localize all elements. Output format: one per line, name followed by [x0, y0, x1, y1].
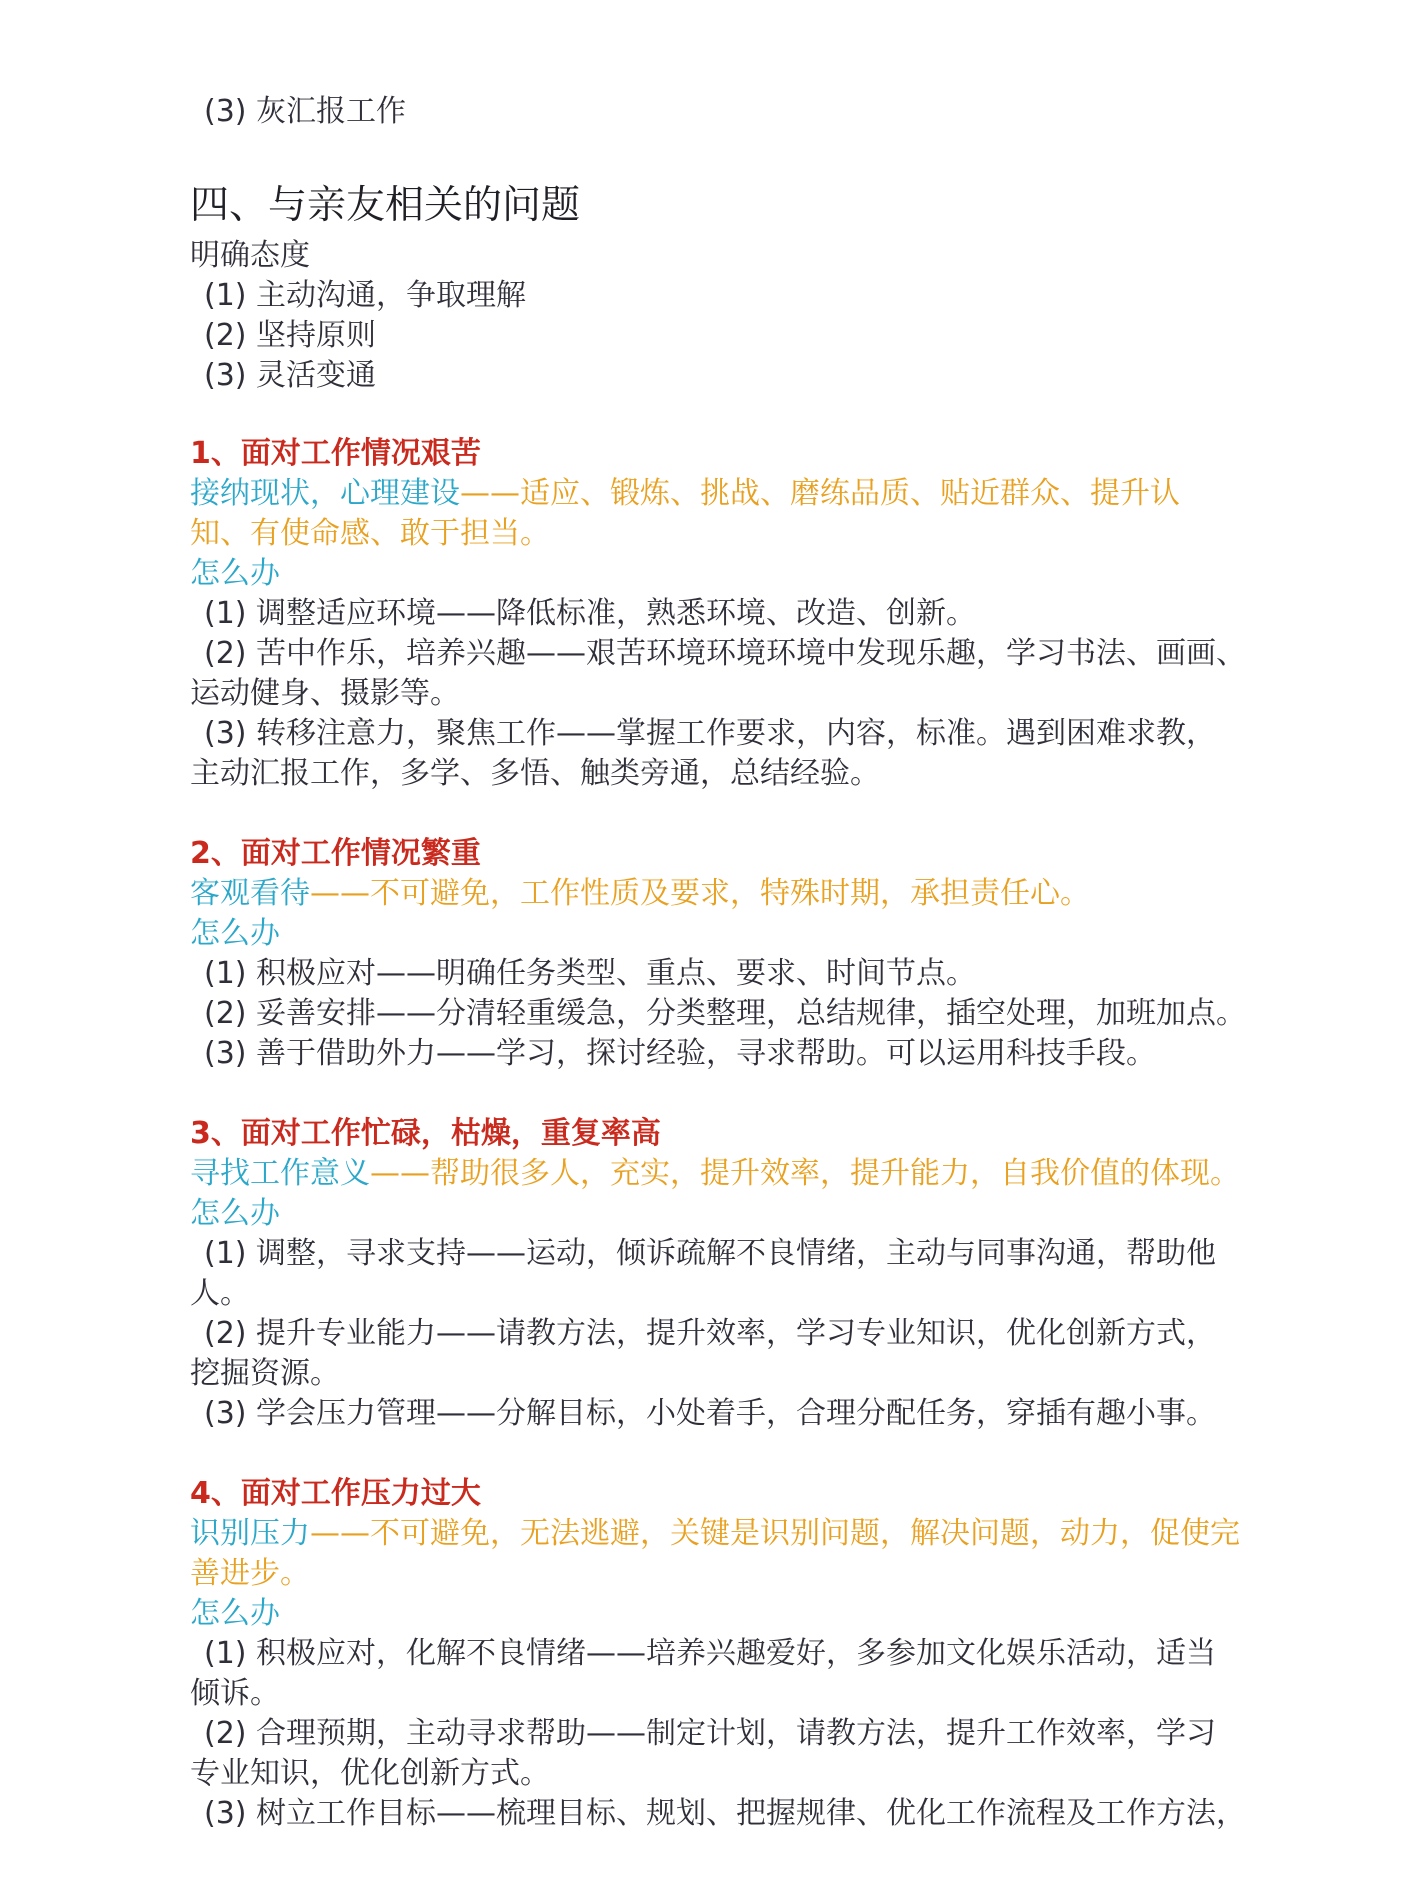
list-item: (2) 坚持原则 [204, 318, 377, 353]
lead-keyword: 寻找工作意义 [190, 1156, 370, 1191]
list-item: (2) 合理预期，主动寻求帮助——制定计划，请教方法，提升工作效率，学习 [204, 1716, 1217, 1751]
lead-detail: ——帮助很多人，充实，提升效率，提升能力，自我价值的体现。 [370, 1156, 1240, 1191]
list-item-continued: 主动汇报工作，多学、多悟、触类旁通，总结经验。 [190, 756, 880, 791]
list-item: (3) 灰汇报工作 [204, 94, 407, 129]
lead-keyword: 接纳现状，心理建设 [190, 476, 460, 511]
list-item-continued: 倾诉。 [190, 1676, 280, 1711]
how-label: 怎么办 [190, 1196, 280, 1231]
how-label: 怎么办 [190, 1596, 280, 1631]
list-item: (1) 积极应对，化解不良情绪——培养兴趣爱好，多参加文化娱乐活动，适当 [204, 1636, 1217, 1671]
topic-lead [190, 874, 1270, 914]
document-page [190, 92, 1270, 1834]
list-item: (3) 学会压力管理——分解目标，小处着手，合理分配任务，穿插有趣小事。 [204, 1396, 1217, 1431]
lead-detail: ——不可避免，无法逃避，关键是识别问题，解决问题，动力，促使完 [310, 1516, 1240, 1551]
how-label: 怎么办 [190, 556, 280, 591]
list-item: (1) 积极应对——明确任务类型、重点、要求、时间节点。 [204, 956, 977, 991]
list-item: (1) 调整，寻求支持——运动，倾诉疏解不良情绪，主动与同事沟通，帮助他 [204, 1236, 1217, 1271]
list-item: (1) 主动沟通，争取理解 [204, 278, 527, 313]
list-item-continued: 人。 [190, 1276, 250, 1311]
lead-detail-continued: 善进步。 [190, 1556, 310, 1591]
list-item-continued: 挖掘资源。 [190, 1356, 340, 1391]
list-item: (2) 提升专业能力——请教方法，提升效率，学习专业知识，优化创新方式， [204, 1316, 1217, 1351]
list-item-continued: 运动健身、摄影等。 [190, 676, 460, 711]
topic-heading-4: 4、面对工作压力过大 [190, 1476, 481, 1511]
topic-heading-2: 2、面对工作情况繁重 [190, 836, 481, 871]
lead-detail: ——不可避免，工作性质及要求，特殊时期，承担责任心。 [310, 876, 1090, 911]
list-item: (2) 妥善安排——分清轻重缓急，分类整理，总结规律，插空处理，加班加点。 [204, 996, 1247, 1031]
lead-detail-continued: 知、有使命感、敢于担当。 [190, 516, 550, 551]
section-heading-relatives: 四、与亲友相关的问题 [190, 183, 581, 228]
list-item: (3) 树立工作目标——梳理目标、规划、把握规律、优化工作流程及工作方法， [204, 1796, 1247, 1831]
section-subtitle: 明确态度 [190, 238, 310, 273]
topic-heading-1: 1、面对工作情况艰苦 [190, 436, 481, 471]
list-item: (3) 灵活变通 [204, 358, 377, 393]
topic-heading-3: 3、面对工作忙碌，枯燥，重复率高 [190, 1116, 661, 1151]
topic-lead [190, 1514, 1270, 1554]
list-item-continued: 专业知识，优化创新方式。 [190, 1756, 550, 1791]
lead-keyword: 识别压力 [190, 1516, 310, 1551]
list-item: (2) 苦中作乐，培养兴趣——艰苦环境环境环境中发现乐趣，学习书法、画画、 [204, 636, 1247, 671]
topic-lead [190, 474, 1270, 514]
how-label: 怎么办 [190, 916, 280, 951]
lead-detail: ——适应、锻炼、挑战、磨练品质、贴近群众、提升认 [460, 476, 1180, 511]
list-item: (1) 调整适应环境——降低标准，熟悉环境、改造、创新。 [204, 596, 977, 631]
topic-lead [190, 1154, 1270, 1194]
list-item: (3) 转移注意力，聚焦工作——掌握工作要求，内容，标准。遇到困难求教， [204, 716, 1217, 751]
list-item: (3) 善于借助外力——学习，探讨经验，寻求帮助。可以运用科技手段。 [204, 1036, 1157, 1071]
lead-keyword: 客观看待 [190, 876, 310, 911]
